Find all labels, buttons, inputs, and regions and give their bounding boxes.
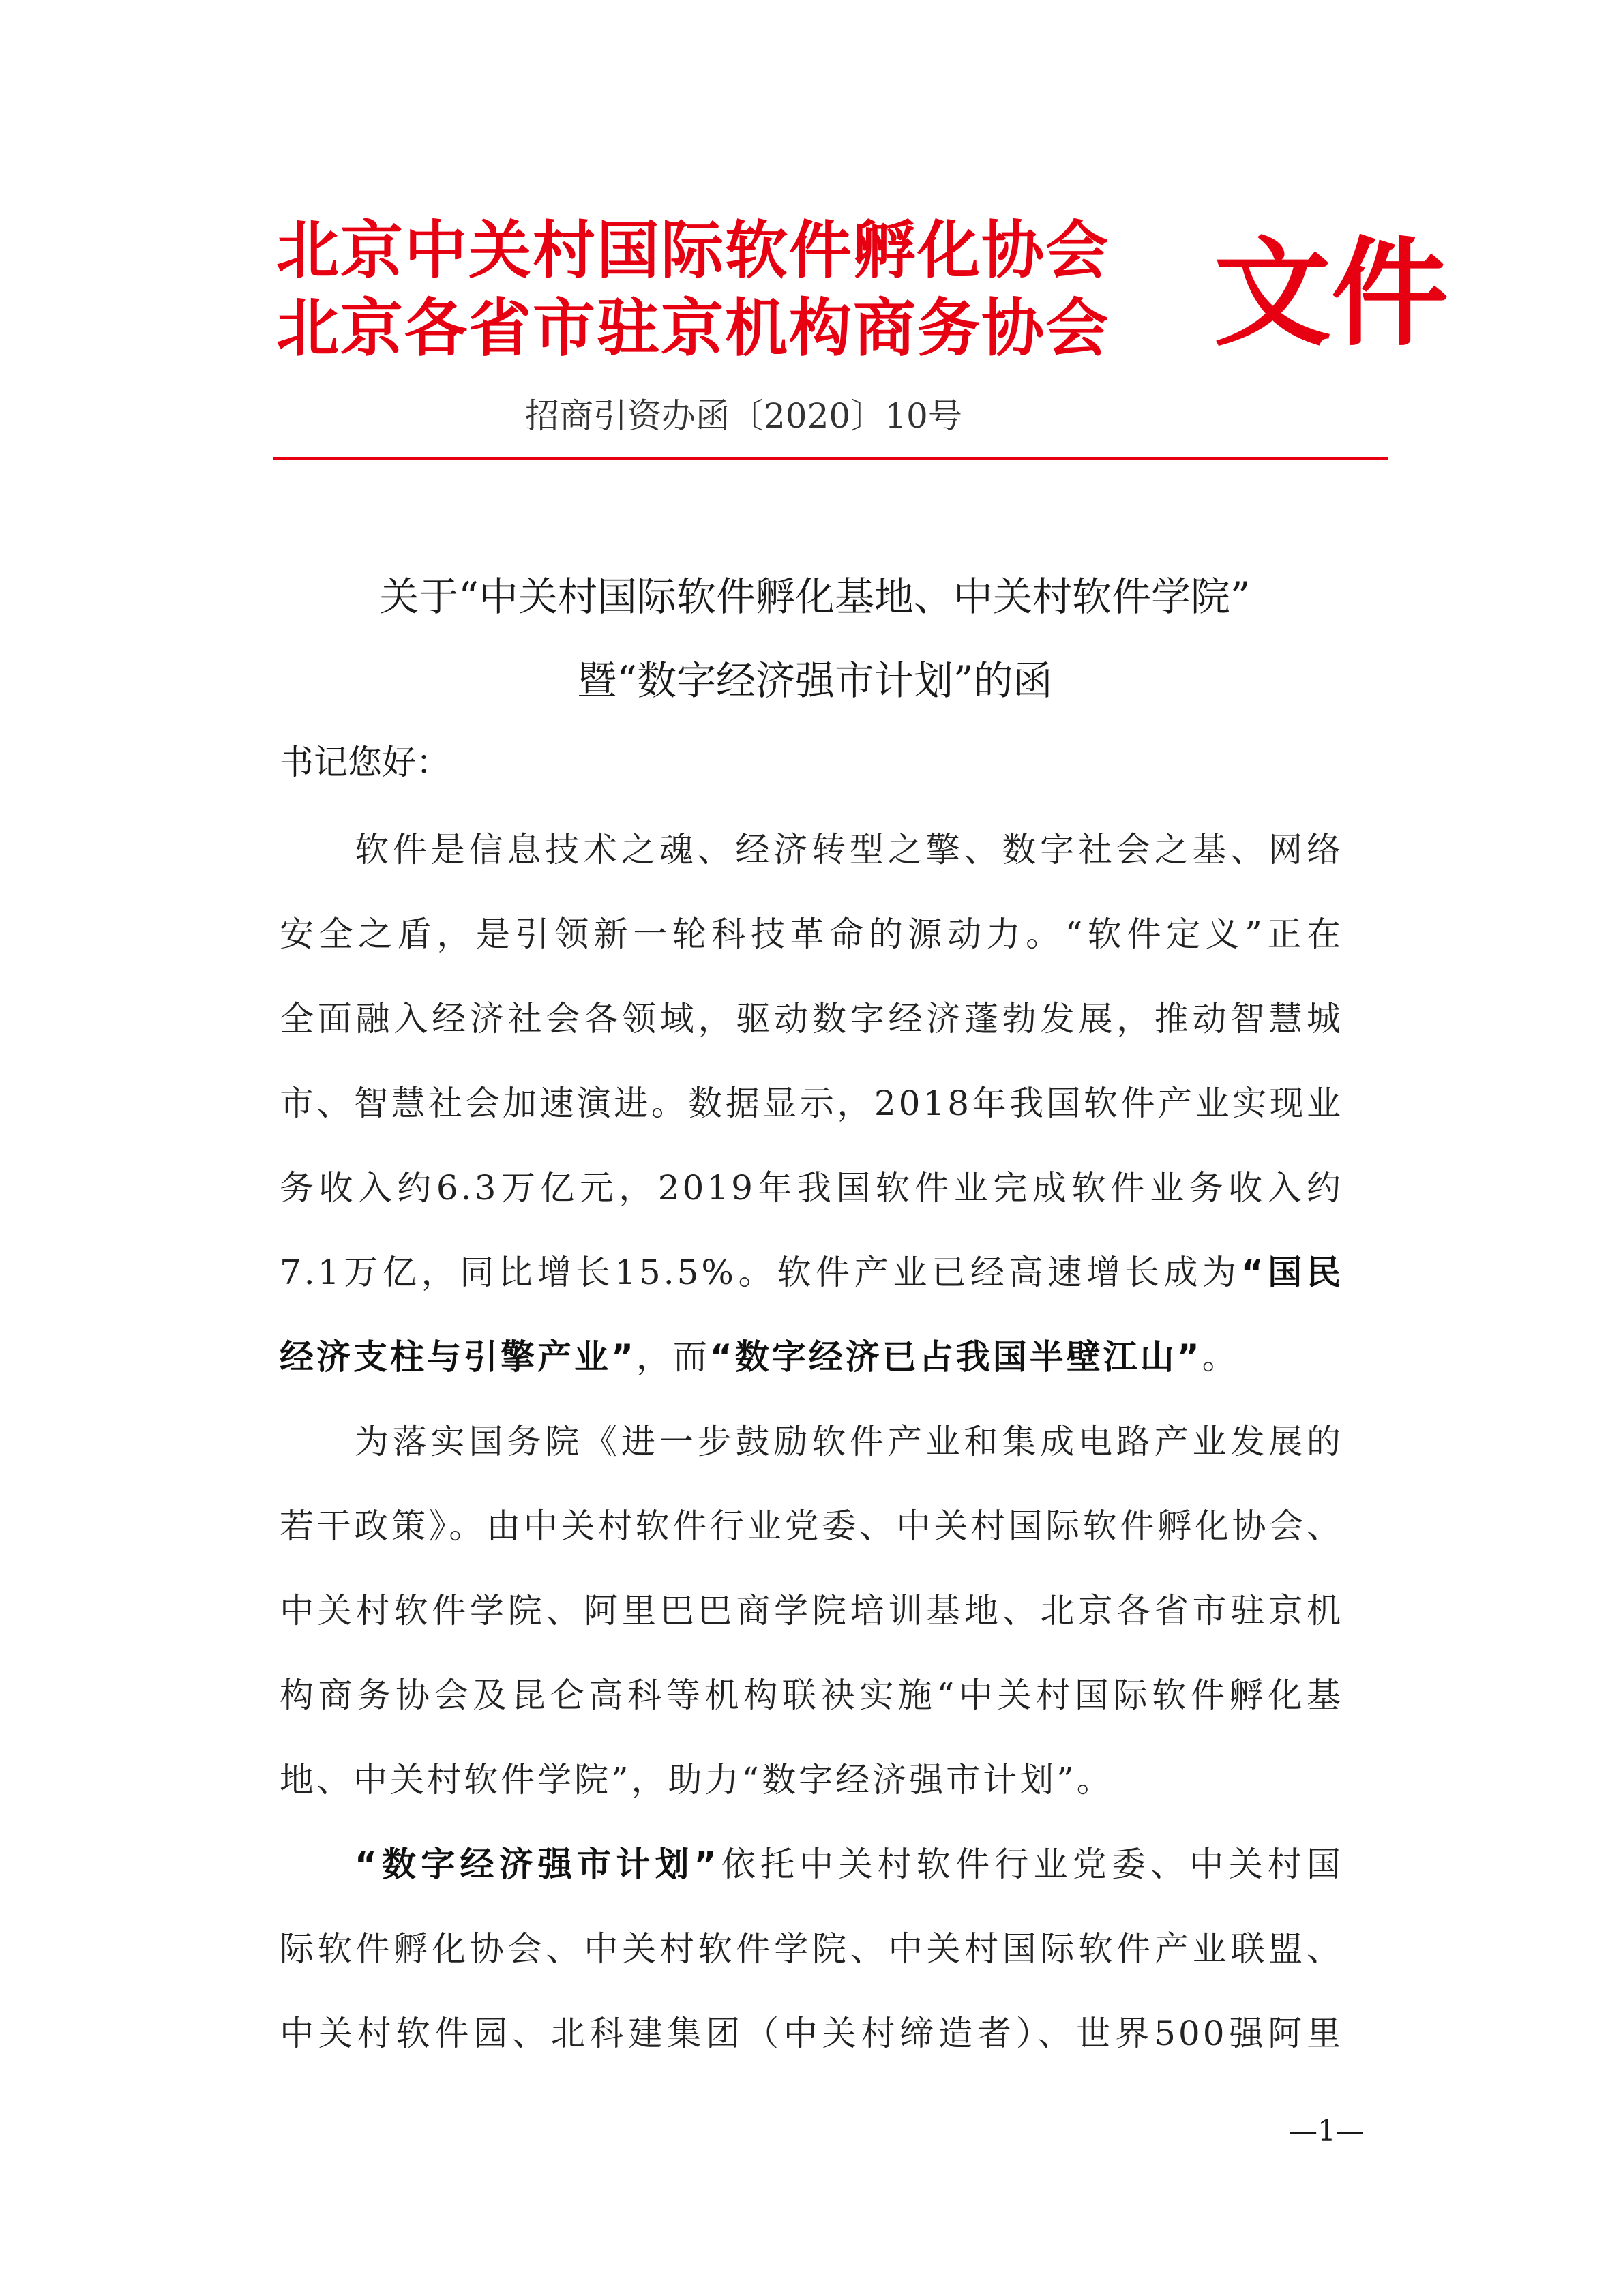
- issuer-name-2: 北京各省市驻京机构商务协会: [276, 292, 1110, 365]
- body-line: 全面融入经济社会各领域，驱动数字经济蓬勃发展，推动智慧城: [280, 999, 1343, 1039]
- emphasis-text: “数字经济强市计划”: [355, 1845, 719, 1884]
- body-line: 安全之盾，是引领新一轮科技革命的源动力。“软件定义”正在: [280, 914, 1343, 954]
- body-line: [280, 1337, 1343, 1377]
- body-text: 7.1万亿，同比增长15.5%。软件产业已经高速增长成为: [280, 1253, 1241, 1292]
- emphasis-text: 经济支柱与引擎产业”: [280, 1337, 636, 1377]
- body-line: 为落实国务院《进一步鼓励软件产业和集成电路产业发展的: [355, 1422, 1343, 1461]
- header-divider: [273, 457, 1388, 460]
- body-line: 市、智慧社会加速演进。数据显示，2018年我国软件产业实现业: [280, 1084, 1343, 1123]
- document-title-line-1: 关于“中关村国际软件孵化基地、中关村软件学院”: [379, 573, 1251, 620]
- issuer-name-1: 北京中关村国际软件孵化协会: [276, 214, 1110, 287]
- document-title-line-2: 暨“数字经济强市计划”的函: [577, 657, 1053, 704]
- page-number: —1—: [1289, 2114, 1365, 2147]
- body-text: 。: [1202, 1337, 1239, 1377]
- emphasis-text: “数字经济已占我国半壁江山”: [709, 1337, 1202, 1377]
- body-line: 地、中关村软件学院”，助力“数字经济强市计划”。: [280, 1760, 1114, 1800]
- body-line: 构商务协会及昆仑高科等机构联袂实施“中关村国际软件孵化基: [280, 1675, 1343, 1715]
- document-mark: 文件: [1214, 224, 1448, 362]
- body-line: 若干政策》。由中关村软件行业党委、中关村国际软件孵化协会、: [280, 1506, 1343, 1546]
- body-text: ，而: [636, 1337, 710, 1377]
- body-line: 中关村软件学院、阿里巴巴商学院培训基地、北京各省市驻京机: [280, 1591, 1343, 1630]
- body-line: 软件是信息技术之魂、经济转型之擎、数字社会之基、网络: [355, 830, 1343, 869]
- body-line: 中关村软件园、北科建集团（中关村缔造者）、世界500强阿里: [280, 2014, 1343, 2053]
- body-line: 际软件孵化协会、中关村软件学院、中关村国际软件产业联盟、: [280, 1929, 1343, 1969]
- body-text: 依托中关村软件行业党委、中关村国: [719, 1845, 1343, 1884]
- body-line: 务收入约6.3万亿元，2019年我国软件业完成软件业务收入约: [280, 1168, 1343, 1208]
- salutation: 书记您好：: [280, 743, 450, 782]
- body-line: [280, 1252, 1343, 1293]
- emphasis-text: “国民: [1240, 1253, 1343, 1292]
- body-line: [355, 1844, 1343, 1885]
- document-number: 招商引资办函〔2020〕10号: [525, 396, 962, 436]
